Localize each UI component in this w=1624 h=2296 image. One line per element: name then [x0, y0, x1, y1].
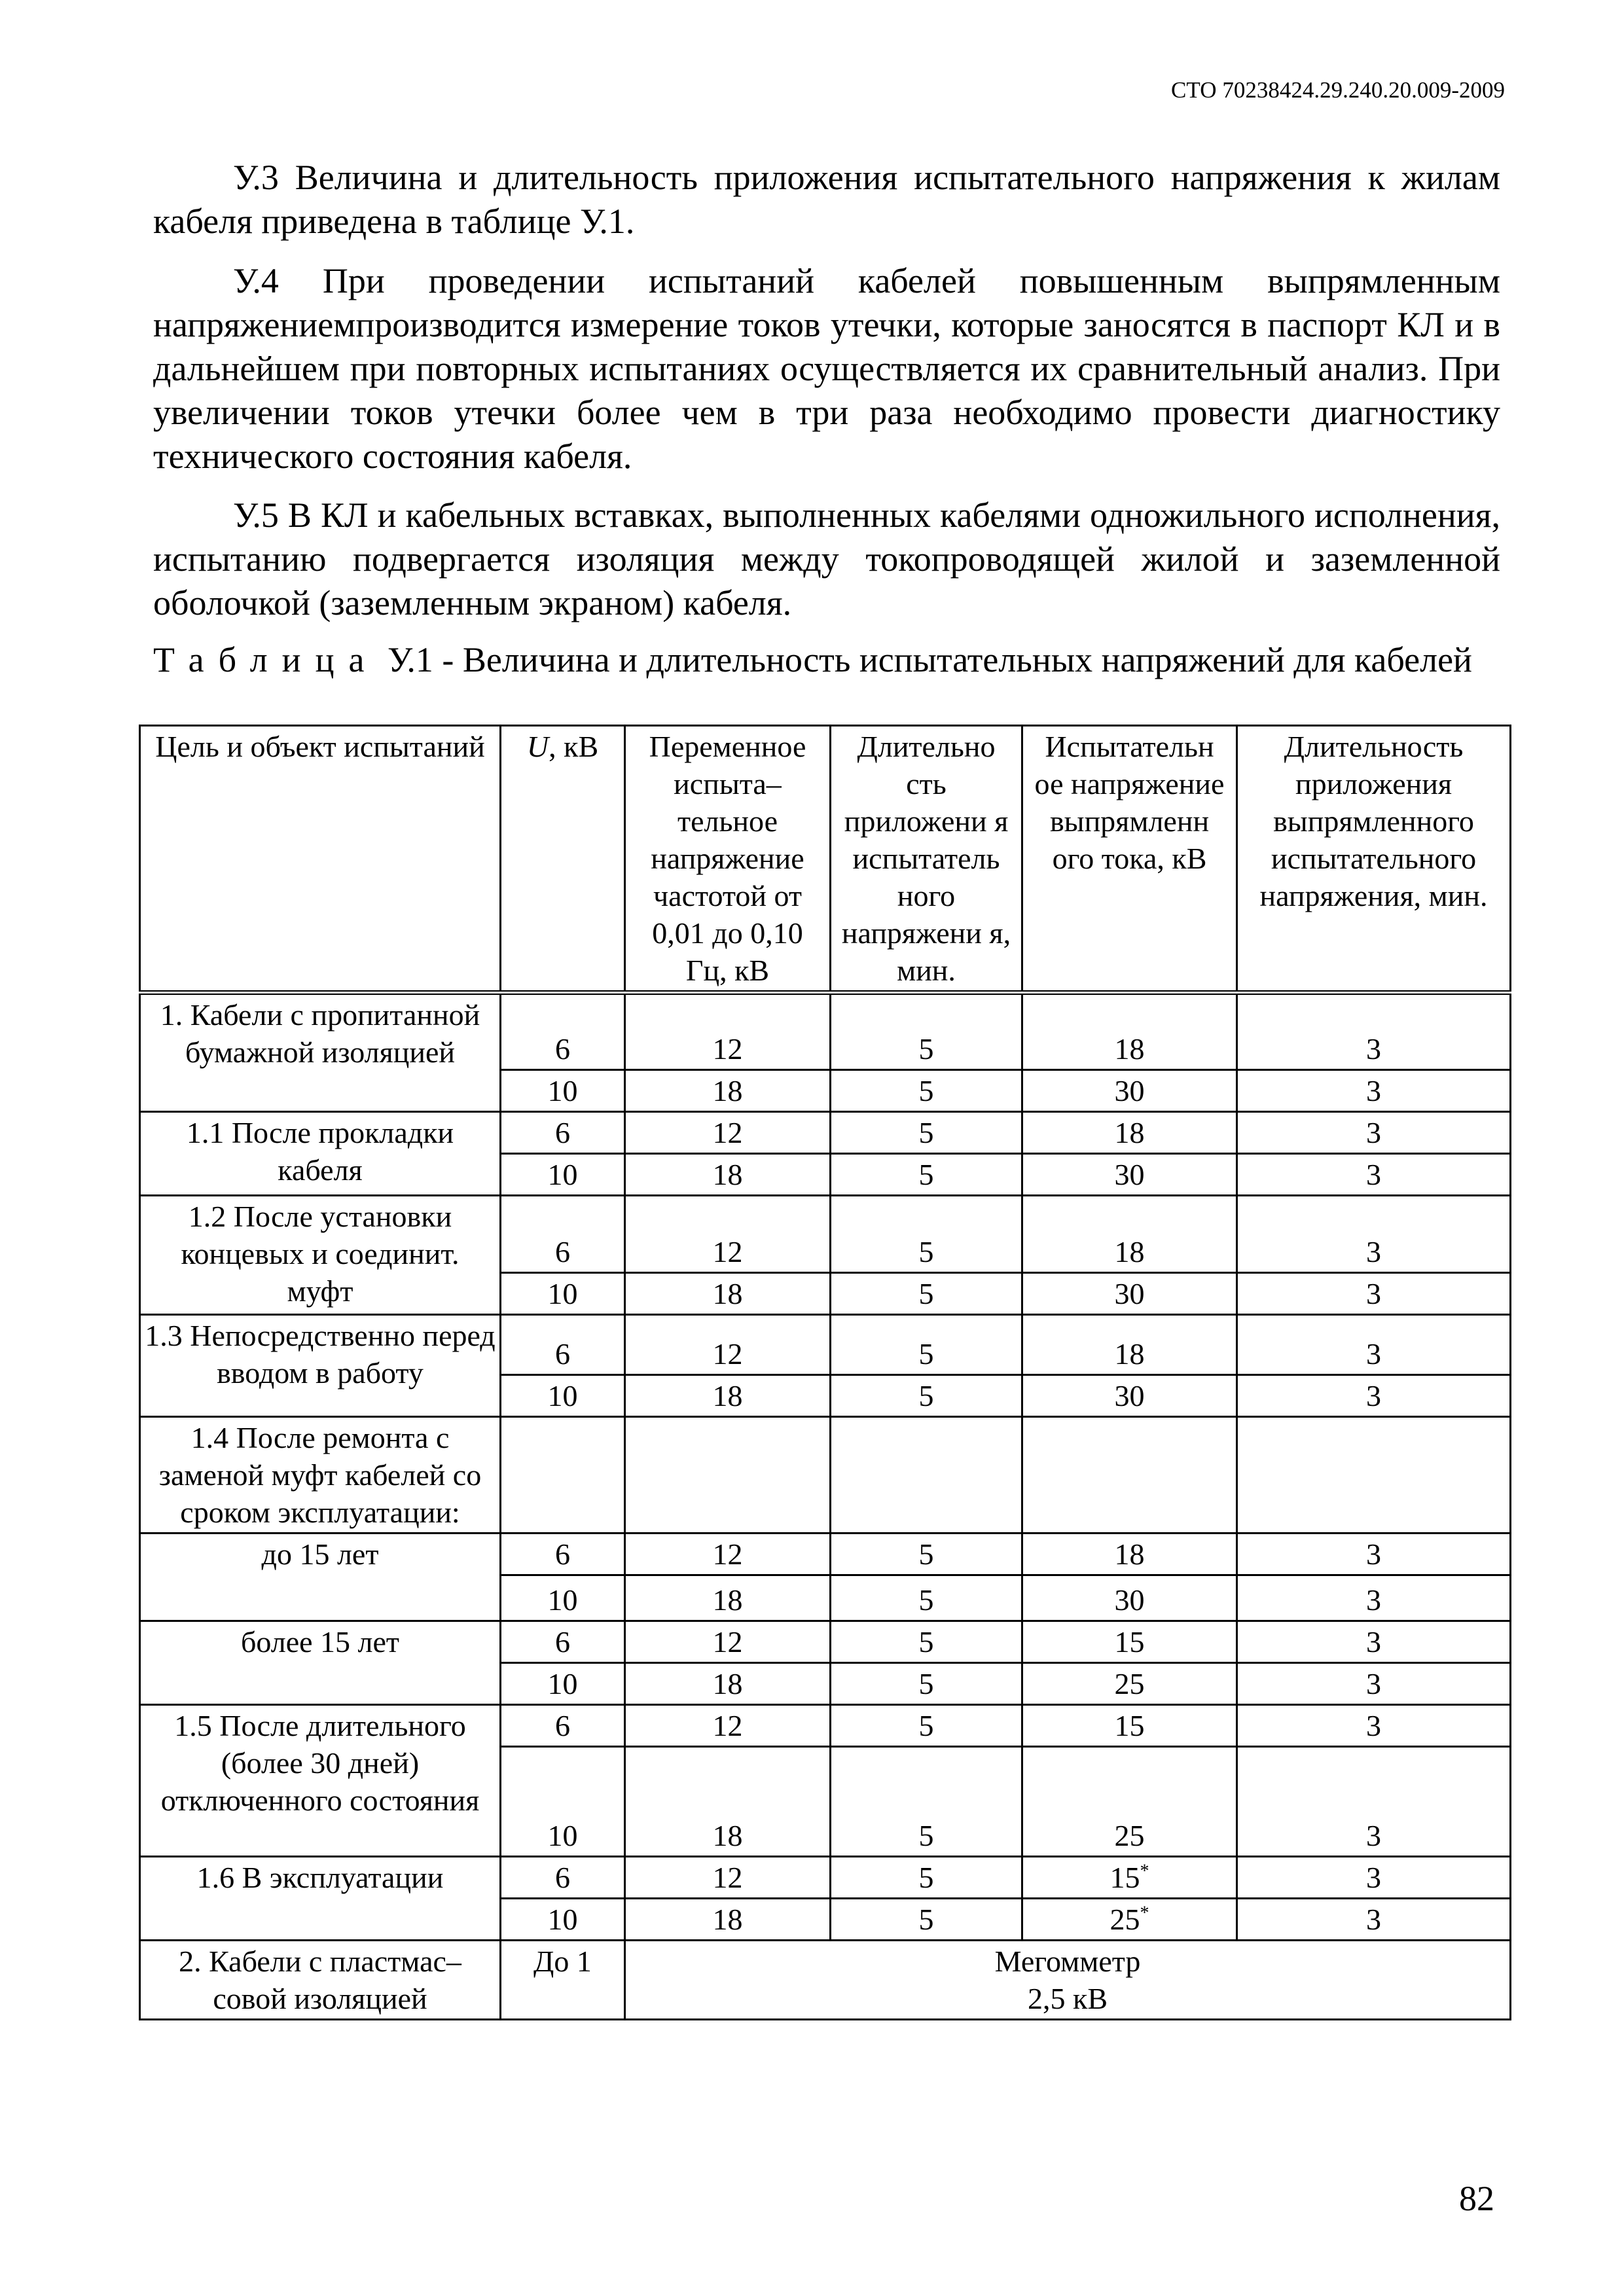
table-cell: 10	[501, 1575, 625, 1621]
table-cell: 18	[1022, 1112, 1237, 1154]
table-cell: 3	[1237, 1663, 1511, 1705]
table-cell: 3	[1237, 1621, 1511, 1663]
table-cell: 3	[1237, 1705, 1511, 1747]
table-cell: 6	[501, 1857, 625, 1899]
header-voltage-symbol: U	[526, 730, 549, 763]
table-row	[140, 1857, 1511, 1899]
document-code: СТО 70238424.29.240.20.009-2009	[1171, 77, 1505, 103]
table-cell: 30	[1022, 1375, 1237, 1417]
table-row	[140, 1315, 1511, 1375]
table-cell: 3	[1237, 1899, 1511, 1941]
table-row	[140, 993, 1511, 1070]
cell-value: 25	[1110, 1903, 1140, 1936]
table-cell: 3	[1237, 1315, 1511, 1375]
table-cell: 25	[1022, 1747, 1237, 1857]
table-cell: 30	[1022, 1273, 1237, 1315]
table-cell: 18	[625, 1273, 831, 1315]
table-cell	[625, 1417, 831, 1534]
table-cell: 15	[1022, 1621, 1237, 1663]
table-caption-lead: Таблица	[153, 640, 379, 679]
object-cell: 1. Кабели с пропитанной бумажной изоляцией	[140, 993, 501, 1112]
table-cell: 5	[831, 1621, 1022, 1663]
table-cell: 10	[501, 1154, 625, 1196]
object-cell: до 15 лет	[140, 1534, 501, 1621]
table-cell: 18	[625, 1070, 831, 1112]
table-cell: 10	[501, 1375, 625, 1417]
table-cell	[1237, 1417, 1511, 1534]
table-cell	[831, 1417, 1022, 1534]
header-voltage-unit: , кВ	[549, 730, 599, 763]
table-cell: 18	[1022, 1315, 1237, 1375]
table-row	[140, 1417, 1511, 1534]
table-cell: 6	[501, 1112, 625, 1154]
page-number: 82	[1459, 2179, 1494, 2218]
table-cell: 18	[1022, 993, 1237, 1070]
table-cell: 25	[1022, 1663, 1237, 1705]
table-cell: 3	[1237, 1534, 1511, 1575]
header-cell: Длительность приложения выпрямленного испытательного напряжения, мин.	[1237, 726, 1511, 993]
table-cell: 6	[501, 1315, 625, 1375]
paragraph-u5: У.5 В КЛ и кабельных вставках, выполненных кабелями одножильного исполнения, испытанию подвергается изоляция между токопроводящей жилой и заземленной оболочкой (заземленным экраном) кабеля.	[153, 495, 1500, 622]
table-cell: 5	[831, 1747, 1022, 1857]
table-cell: 5	[831, 1273, 1022, 1315]
table-cell	[1022, 1899, 1237, 1941]
table-cell: 3	[1237, 1575, 1511, 1621]
footnote-mark: *	[1140, 1903, 1149, 1924]
cell-value: 15	[1110, 1861, 1140, 1894]
header-cell: Длительно сть приложени я испытатель ного напряжени я, мин.	[831, 726, 1022, 993]
table-cell: 18	[625, 1747, 831, 1857]
table-cell: 10	[501, 1899, 625, 1941]
table-caption	[153, 640, 1500, 679]
paragraph-u3: У.3 Величина и длительность приложения испытательного напряжения к жилам кабеля приведена в таблице У.1.	[153, 158, 1500, 241]
table-cell: 15	[1022, 1705, 1237, 1747]
object-cell: более 15 лет	[140, 1621, 501, 1705]
table-cell	[1022, 1417, 1237, 1534]
table-cell: 5	[831, 1112, 1022, 1154]
megohmmeter-value: 2,5 кВ	[1027, 1982, 1108, 2015]
table-cell: 18	[625, 1154, 831, 1196]
table-cell: 3	[1237, 993, 1511, 1070]
paragraph-u4: У.4 При проведении испытаний кабелей повышенным выпрямленным напряжениемпроизводится измерение токов утечки, которые заносятся в паспорт КЛ и в дальнейшем при повторных испытаниях осуществляется их сравнительный анализ. При увеличении токов утечки более чем в три раза необходимо провести диагностику технического состояния кабеля.	[153, 261, 1500, 476]
table-cell: 12	[625, 1112, 831, 1154]
megohmmeter-label: Мегомметр	[994, 1945, 1141, 1978]
table-cell: 5	[831, 1899, 1022, 1941]
table-cell: 12	[625, 1534, 831, 1575]
test-voltage-table	[139, 725, 1511, 2020]
table-cell: 3	[1237, 1112, 1511, 1154]
table-cell: 12	[625, 1196, 831, 1273]
table-cell: 5	[831, 1705, 1022, 1747]
footnote-mark: *	[1140, 1861, 1149, 1882]
table-row	[140, 1112, 1511, 1154]
object-cell: 1.6 В эксплуатации	[140, 1857, 501, 1941]
table-row	[140, 1941, 1511, 2020]
table-cell: 6	[501, 993, 625, 1070]
table-cell	[501, 1417, 625, 1534]
table-cell: 3	[1237, 1857, 1511, 1899]
header-cell: Испытательн ое напряжение выпрямленн ого тока, кВ	[1022, 726, 1237, 993]
table-cell: 6	[501, 1621, 625, 1663]
table-caption-text: У.1 - Величина и длительность испытательных напряжений для кабелей	[378, 640, 1472, 679]
table-cell: 18	[625, 1899, 831, 1941]
table-cell: 12	[625, 1621, 831, 1663]
table-cell: До 1	[501, 1941, 625, 2020]
table-cell: 6	[501, 1534, 625, 1575]
header-cell: Переменное испыта– тельное напряжение частотой от 0,01 до 0,10 Гц, кВ	[625, 726, 831, 993]
table-cell: 5	[831, 1315, 1022, 1375]
table-cell: 3	[1237, 1196, 1511, 1273]
table-cell: 30	[1022, 1070, 1237, 1112]
table-cell: 5	[831, 1070, 1022, 1112]
table-header-row	[140, 726, 1511, 993]
table-cell: 3	[1237, 1154, 1511, 1196]
table-cell: 3	[1237, 1747, 1511, 1857]
table-cell: 18	[625, 1375, 831, 1417]
table-cell: 18	[1022, 1196, 1237, 1273]
table-cell: 5	[831, 1575, 1022, 1621]
table-cell: 6	[501, 1196, 625, 1273]
object-cell: 1.4 После ремонта с заменой муфт кабелей со сроком эксплуатации:	[140, 1417, 501, 1534]
table-cell: 18	[625, 1663, 831, 1705]
table-cell: 5	[831, 1375, 1022, 1417]
table-cell: 3	[1237, 1070, 1511, 1112]
object-cell: 2. Кабели с пластмас– совой изоляцией	[140, 1941, 501, 2020]
table-cell: 5	[831, 1534, 1022, 1575]
table-cell: 10	[501, 1273, 625, 1315]
table-cell: 6	[501, 1705, 625, 1747]
table-cell: 12	[625, 1705, 831, 1747]
table-cell: 5	[831, 1154, 1022, 1196]
table-row	[140, 1196, 1511, 1273]
table-cell: 10	[501, 1070, 625, 1112]
table-cell: 3	[1237, 1273, 1511, 1315]
table-row	[140, 1705, 1511, 1747]
table-cell: 12	[625, 1315, 831, 1375]
table-cell: 30	[1022, 1154, 1237, 1196]
table-cell: 10	[501, 1663, 625, 1705]
table-cell	[1022, 1857, 1237, 1899]
object-cell: 1.5 После длительного (более 30 дней) отключенного состояния	[140, 1705, 501, 1857]
header-cell: Цель и объект испытаний	[140, 726, 501, 993]
table-cell: 5	[831, 1663, 1022, 1705]
table-cell: 5	[831, 1857, 1022, 1899]
object-cell: 1.1 После прокладки кабеля	[140, 1112, 501, 1196]
object-cell: 1.2 После установки концевых и соединит. муфт	[140, 1196, 501, 1315]
table-cell: 30	[1022, 1575, 1237, 1621]
table-cell: 12	[625, 993, 831, 1070]
header-cell	[501, 726, 625, 993]
table-row	[140, 1621, 1511, 1663]
table-row	[140, 1534, 1511, 1575]
table-cell: 5	[831, 993, 1022, 1070]
object-cell: 1.3 Непосредственно перед вводом в работу	[140, 1315, 501, 1417]
table-cell: 18	[625, 1575, 831, 1621]
table-cell: 12	[625, 1857, 831, 1899]
table-cell: 10	[501, 1747, 625, 1857]
table-cell: 3	[1237, 1375, 1511, 1417]
table-cell: 18	[1022, 1534, 1237, 1575]
table-cell: 5	[831, 1196, 1022, 1273]
megohmmeter-cell	[625, 1941, 1511, 2020]
